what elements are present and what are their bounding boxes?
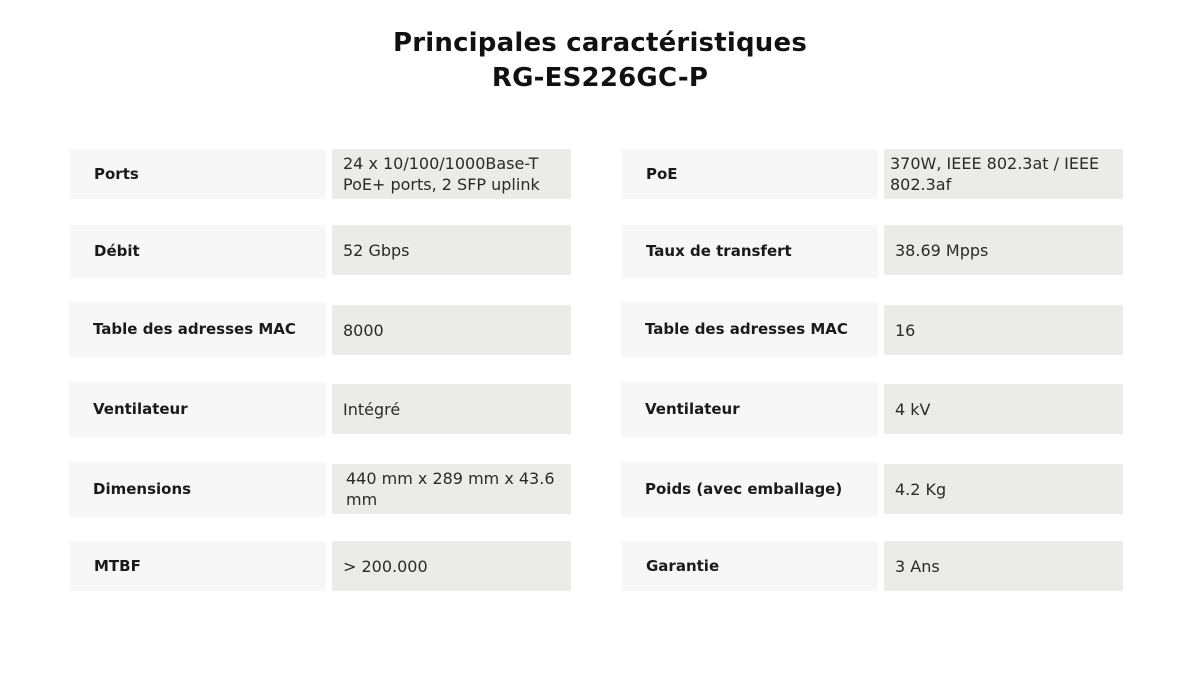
- spec-value-debit: 52 Gbps: [332, 225, 571, 275]
- spec-label-garantie: Garantie: [622, 541, 878, 591]
- spec-label-dimensions: Dimensions: [69, 462, 326, 517]
- page-title: [0, 26, 1200, 96]
- spec-label-ventilateur-2: Ventilateur: [621, 382, 878, 437]
- spec-label-poids: Poids (avec emballage): [621, 462, 878, 517]
- spec-value-mtbf: > 200.000: [332, 541, 571, 591]
- spec-value-mac-table-2: 16: [884, 305, 1123, 355]
- spec-label-mtbf: MTBF: [70, 541, 326, 591]
- spec-label-ventilateur: Ventilateur: [69, 382, 326, 437]
- spec-label-taux-transfert: Taux de transfert: [622, 225, 878, 278]
- spec-value-ports: 24 x 10/100/1000Base-T PoE+ ports, 2 SFP uplink: [332, 149, 571, 199]
- spec-label-poe: PoE: [622, 149, 878, 199]
- spec-value-dimensions: 440 mm x 289 mm x 43.6 mm: [332, 464, 571, 514]
- page-title-line1: Principales caractéristiques: [392, 28, 808, 58]
- page-title-line2: RG-ES226GC-P: [491, 63, 709, 93]
- spec-value-mac-table: 8000: [332, 305, 571, 355]
- spec-value-poids: 4.2 Kg: [884, 464, 1123, 514]
- spec-value-garantie: 3 Ans: [884, 541, 1123, 591]
- spec-label-debit: Débit: [70, 225, 326, 278]
- spec-label-mac-table-2: Table des adresses MAC: [621, 302, 878, 357]
- spec-value-ventilateur: Intégré: [332, 384, 571, 434]
- spec-label-ports: Ports: [70, 149, 326, 199]
- spec-label-mac-table: Table des adresses MAC: [69, 302, 326, 357]
- spec-value-poe: 370W, IEEE 802.3at / IEEE 802.3af: [884, 149, 1123, 199]
- spec-value-ventilateur-2: 4 kV: [884, 384, 1123, 434]
- spec-value-taux-transfert: 38.69 Mpps: [884, 225, 1123, 275]
